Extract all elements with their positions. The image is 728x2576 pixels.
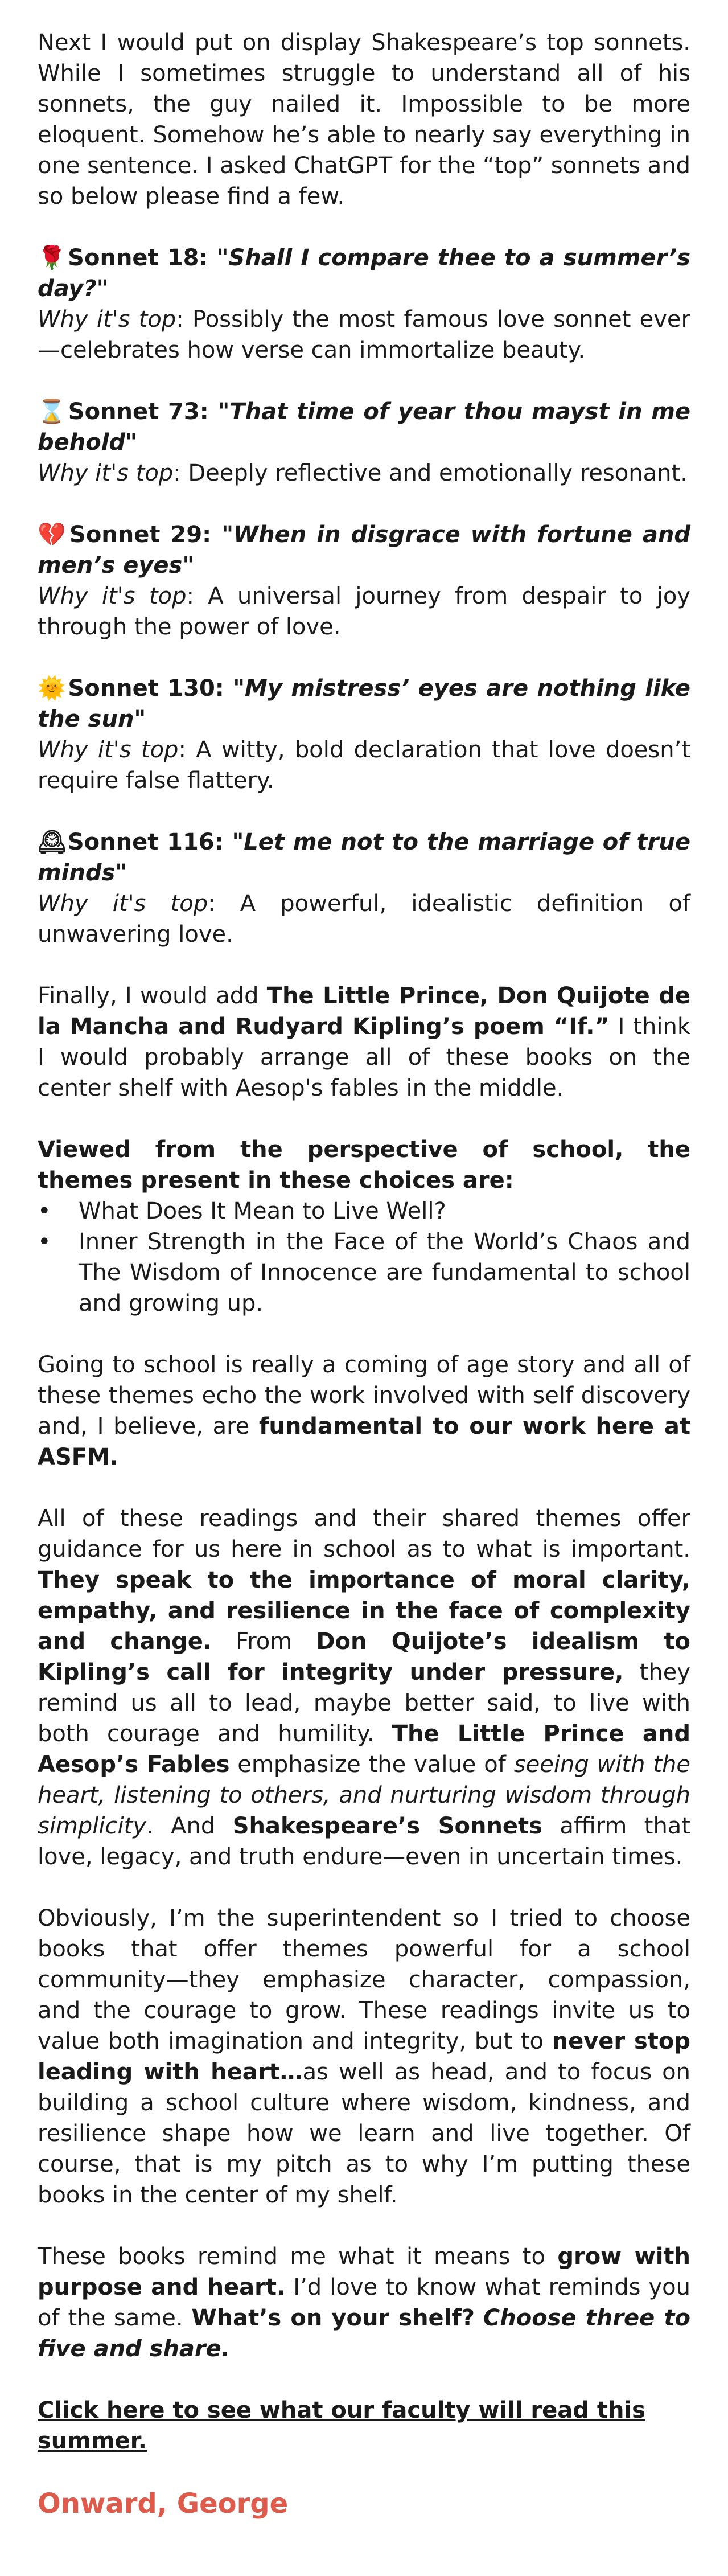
sonnet-130 (38, 673, 690, 796)
signoff: Onward, George (38, 2488, 289, 2520)
hourglass-icon: ⌛ (38, 399, 66, 425)
list-item: • What Does It Mean to Live Well? (38, 1196, 690, 1227)
sonnet-29 (38, 519, 690, 642)
readings-paragraph: All of these readings and their shared themes offer guidance for us here in school as to what is important. They speak to the importance of moral clarity, empathy, and resilience in the face of complexity and change. From Don Quijote’s idealism to Kipling’s call for integrity under pressure, they remind us all to lead, maybe better said, to live with both courage and humility. The Little Prince and Aesop’s Fables emphasize the value of seeing with the heart, listening to others, and nurturing wisdom through simplicity. And Shakespeare’s Sonnets affirm that love, legacy, and truth endure—even in uncertain times. (38, 1506, 691, 1870)
list-item: • Inner Strength in the Face of the World’s Chaos and The Wisdom of Innocence are fundamental to school and growing up. (38, 1227, 690, 1319)
sonnet-why: Why it's top: A powerful, idealistic definition of unwavering love. (38, 891, 691, 947)
rose-icon: 🌹 (38, 245, 66, 271)
themes-heading: Viewed from the perspective of school, the themes present in these choices are: (38, 1137, 690, 1193)
closing-paragraph: These books remind me what it means to grow with purpose and heart. I’d love to know what reminds you of the same. What’s on your shelf? Choose three to five and share. (38, 2243, 691, 2362)
sonnet-title: "Shall I compare thee to a summer’s day?" (38, 245, 691, 302)
sonnet-heading: ⌛ Sonnet 73: "That time of year thou mayst in me behold" (38, 396, 690, 458)
sonnet-title: "When in disgrace with fortune and men’s eyes" (38, 522, 690, 579)
sonnet-title: "My mistress’ eyes are nothing like the sun" (38, 675, 690, 732)
superintendent-paragraph: Obviously, I’m the superintendent so I tried to choose books that offer themes powerful for a school community—they emphasize character, compassion, and the courage to grow. These readings invite us to value both imagination and integrity, but to never stop leading with heart…as well as head, and to focus on building a school culture where wisdom, kindness, and resilience shape how we learn and live together. Of course, that is my pitch as to why I’m putting these books in the center of my shelf. (38, 1905, 691, 2208)
themes-list (38, 1196, 690, 1319)
sonnet-why: Why it's top: A universal journey from despair to joy through the power of love. (38, 583, 690, 640)
finally-paragraph: Finally, I would add The Little Prince, Don Quijote de la Mancha and Rudyard Kipling’s poem “If.” I think I would probably arrange all of these books on the center shelf with Aesop's fables in the middle. (38, 983, 690, 1101)
intro-paragraph: Next I would put on display Shakespeare’s top sonnets. While I sometimes struggle to understand all of his sonnets, the guy nailed it. Impossible to be more eloquent. Somehow he’s able to nearly say everything in one sentence. I asked ChatGPT for the “top” sonnets and so below please find a few. (38, 30, 690, 210)
sonnet-why: Why it's top: A witty, bold declaration that love doesn’t require false flattery. (38, 737, 691, 794)
sonnet-116 (38, 827, 690, 950)
clock-icon: 🕰 (38, 829, 67, 855)
sonnet-title: "Let me not to the marriage of true minds" (38, 829, 690, 886)
sun-icon: 🌞 (38, 675, 66, 702)
sonnet-18 (38, 243, 690, 366)
sonnet-heading: 🌞 Sonnet 130: "My mistress’ eyes are nothing like the sun" (38, 673, 690, 735)
broken-heart-icon: 💔 (38, 522, 66, 548)
sonnet-heading: 🕰 Sonnet 116: "Let me not to the marriage of true minds" (38, 827, 690, 888)
faculty-reading-link[interactable]: Click here to see what our faculty will read this summer. (38, 2397, 645, 2454)
sonnet-title: "That time of year thou mayst in me behold" (38, 399, 691, 456)
coming-of-age-paragraph: Going to school is really a coming of age story and all of these themes echo the work involved with self discovery and, I believe, are fundamental to our work here at ASFM. (38, 1352, 690, 1470)
sonnet-heading: 💔 Sonnet 29: "When in disgrace with fortune and men’s eyes" (38, 519, 690, 581)
sonnet-why: Why it's top: Possibly the most famous love sonnet ever—celebrates how verse can immortalize beauty. (38, 306, 690, 363)
sonnet-73 (38, 396, 690, 489)
sonnet-why: Why it's top: Deeply reflective and emotionally resonant. (38, 460, 688, 486)
sonnet-heading: 🌹 Sonnet 18: "Shall I compare thee to a summer’s day?" (38, 243, 690, 304)
